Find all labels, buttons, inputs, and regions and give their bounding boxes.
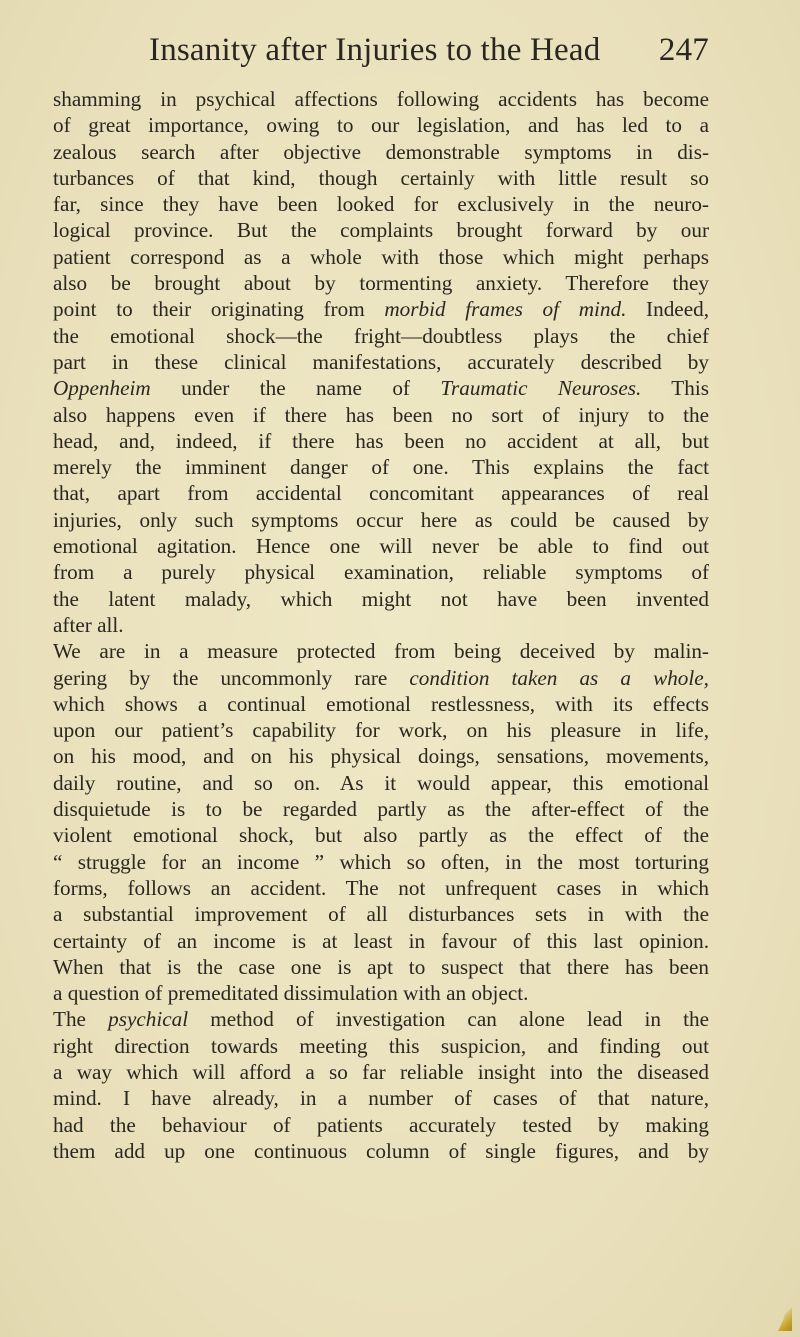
- running-title: Insanity after Injuries to the Head: [149, 32, 601, 68]
- text-line: the latent malady, which might not have been invented: [53, 586, 709, 611]
- text-line: daily routine, and so on. As it would appear, this emotional: [53, 770, 709, 795]
- text-line: head, and, indeed, if there has been no accident at all, but: [53, 428, 709, 453]
- text-line: merely the imminent danger of one. This explains the fact: [53, 455, 709, 480]
- text-line: point to their originating from morbid frames of mind. Indeed,: [53, 297, 709, 322]
- text-line: emotional agitation. Hence one will never be able to find out: [53, 534, 709, 559]
- text-line: right direction towards meeting this suspicion, and finding out: [53, 1033, 709, 1058]
- text-line: “ struggle for an income ” which so often, in the most torturing: [53, 849, 709, 874]
- text-line: also happens even if there has been no sort of injury to the: [53, 402, 709, 427]
- text-line: forms, follows an accident. The not unfrequent cases in which: [53, 875, 709, 900]
- text-line: violent emotional shock, but also partly as the effect of the: [53, 823, 709, 848]
- text-line: a substantial improvement of all disturbances sets in with the: [53, 902, 709, 927]
- text-line: The psychical method of investigation can alone lead in the: [53, 1007, 709, 1032]
- text-line: zealous search after objective demonstrable symptoms in dis-: [53, 139, 709, 164]
- text-line: patient correspond as a whole with those which might perhaps: [53, 244, 709, 269]
- text-line: injuries, only such symptoms occur here as could be caused by: [53, 507, 709, 532]
- text-line: mind. I have already, in a number of cases of that nature,: [53, 1086, 709, 1111]
- text-line: certainty of an income is at least in favour of this last opinion.: [53, 928, 709, 953]
- text-line: disquietude is to be regarded partly as the after-effect of the: [53, 797, 709, 822]
- text-line: We are in a measure protected from being deceived by malin-: [53, 639, 709, 664]
- text-line: far, since they have been looked for exclusively in the neuro-: [53, 192, 709, 217]
- running-head: [149, 32, 709, 72]
- text-line: from a purely physical examination, reliable symptoms of: [53, 560, 709, 585]
- text-line: after all.: [53, 612, 124, 637]
- text-line: a way which will afford a so far reliable insight into the diseased: [53, 1059, 709, 1084]
- text-line: had the behaviour of patients accurately tested by making: [53, 1112, 709, 1137]
- page-corner-mark: [778, 1305, 792, 1331]
- text-line: logical province. But the complaints brought forward by our: [53, 218, 709, 243]
- text-line: which shows a continual emotional restlessness, with its effects: [53, 691, 709, 716]
- text-line: also be brought about by tormenting anxiety. Therefore they: [53, 271, 709, 296]
- text-line: When that is the case one is apt to suspect that there has been: [53, 954, 709, 979]
- text-line: on his mood, and on his physical doings, sensations, movements,: [53, 744, 709, 769]
- text-line: of great importance, owing to our legislation, and has led to a: [53, 113, 709, 138]
- text-line: part in these clinical manifestations, accurately described by: [53, 349, 709, 374]
- text-line: Oppenheim under the name of Traumatic Neuroses. This: [53, 376, 709, 401]
- text-line: that, apart from accidental concomitant appearances of real: [53, 481, 709, 506]
- page-number: 247: [658, 32, 709, 68]
- text-line: the emotional shock—the fright—doubtless plays the chief: [53, 323, 709, 348]
- text-line: turbances of that kind, though certainly with little result so: [53, 165, 709, 190]
- text-line: upon our patient’s capability for work, on his pleasure in life,: [53, 718, 709, 743]
- body-text: [53, 86, 709, 1164]
- text-line: gering by the uncommonly rare condition taken as a whole,: [53, 665, 709, 690]
- text-line: shamming in psychical affections following accidents has become: [53, 87, 709, 111]
- text-line: a question of premeditated dissimulation with an object.: [53, 981, 529, 1006]
- text-line: them add up one continuous column of single figures, and by: [53, 1138, 709, 1163]
